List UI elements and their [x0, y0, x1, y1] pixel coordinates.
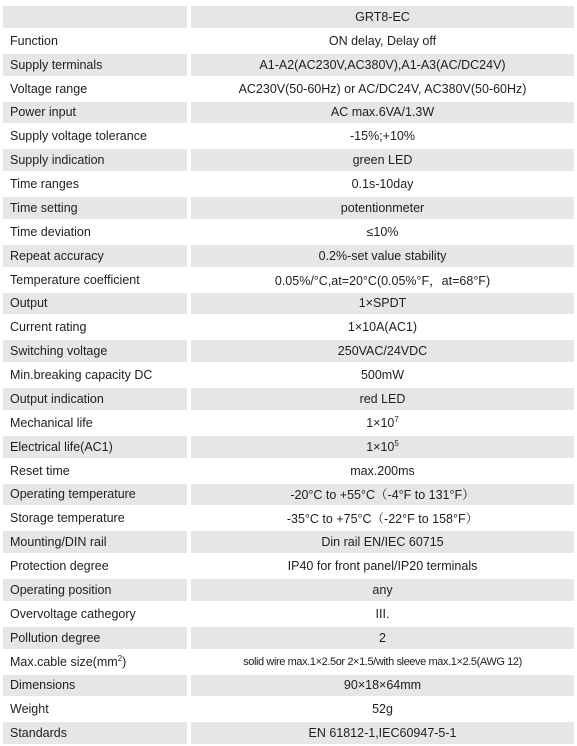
label-exponent: 2: [117, 653, 123, 663]
table-row: [3, 268, 574, 292]
row-value: potentionmeter: [189, 196, 574, 220]
table-header-row: [3, 6, 574, 29]
row-label: Weight: [3, 697, 189, 721]
row-value: 0.1s-10day: [189, 172, 574, 196]
value-exponent: 5: [394, 438, 399, 448]
row-label: Storage temperature: [3, 506, 189, 530]
label-suffix: ): [122, 654, 127, 669]
table-row: [3, 650, 574, 674]
specifications-table: [3, 6, 574, 746]
table-row: [3, 292, 574, 316]
value-base: 1×10: [366, 415, 395, 430]
row-value: red LED: [189, 387, 574, 411]
row-label: Operating position: [3, 578, 189, 602]
row-label: Overvoltage cathegory: [3, 602, 189, 626]
row-value: 0.2%-set value stability: [189, 244, 574, 268]
table-row: [3, 721, 574, 745]
row-value: solid wire max.1×2.5or 2×1.5/with sleeve max.1×2.5(AWG 12): [189, 650, 574, 674]
row-value: Din rail EN/IEC 60715: [189, 530, 574, 554]
table-row: [3, 124, 574, 148]
row-value: 500mW: [189, 363, 574, 387]
table-row: [3, 244, 574, 268]
row-value: AC max.6VA/1.3W: [189, 101, 574, 125]
table-row: [3, 530, 574, 554]
row-label: Min.breaking capacity DC: [3, 363, 189, 387]
table-row: [3, 53, 574, 77]
row-label: Output: [3, 292, 189, 316]
row-label: Output indication: [3, 387, 189, 411]
value-base: 1×10: [366, 439, 395, 454]
row-label: Mechanical life: [3, 411, 189, 435]
table-row: [3, 483, 574, 507]
row-label: Protection degree: [3, 554, 189, 578]
row-label: Reset time: [3, 459, 189, 483]
row-label: Power input: [3, 101, 189, 125]
table-row: [3, 506, 574, 530]
row-label: Dimensions: [3, 674, 189, 698]
row-label: [3, 650, 189, 674]
row-label: Function: [3, 29, 189, 53]
row-label: Electrical life(AC1): [3, 435, 189, 459]
row-value: AC230V(50-60Hz) or AC/DC24V, AC380V(50-60Hz): [189, 77, 574, 101]
row-label: Switching voltage: [3, 339, 189, 363]
table-row: [3, 411, 574, 435]
row-value: 0.05%/°C,at=20°C(0.05%°F，at=68°F): [189, 268, 574, 292]
row-label: Current rating: [3, 315, 189, 339]
table-row: [3, 387, 574, 411]
row-label: Temperature coefficient: [3, 268, 189, 292]
header-label-cell: [3, 6, 189, 29]
row-value: A1-A2(AC230V,AC380V),A1-A3(AC/DC24V): [189, 53, 574, 77]
table-row: [3, 602, 574, 626]
row-label: Supply terminals: [3, 53, 189, 77]
row-label: Voltage range: [3, 77, 189, 101]
row-value: [189, 411, 574, 435]
row-value: 90×18×64mm: [189, 674, 574, 698]
row-value: -20°C to +55°C（-4°F to 131°F）: [189, 483, 574, 507]
table-row: [3, 315, 574, 339]
table-row: [3, 578, 574, 602]
row-label: Mounting/DIN rail: [3, 530, 189, 554]
row-value: max.200ms: [189, 459, 574, 483]
row-label: Time ranges: [3, 172, 189, 196]
table-row: [3, 196, 574, 220]
row-label: Standards: [3, 721, 189, 745]
row-value: III.: [189, 602, 574, 626]
value-exponent: 7: [394, 414, 399, 424]
table-row: [3, 554, 574, 578]
row-value: ≤10%: [189, 220, 574, 244]
row-value: green LED: [189, 148, 574, 172]
table-row: [3, 172, 574, 196]
table-row: [3, 626, 574, 650]
row-value: 2: [189, 626, 574, 650]
row-label: Supply indication: [3, 148, 189, 172]
row-value: any: [189, 578, 574, 602]
table-row: [3, 435, 574, 459]
row-label: Supply voltage tolerance: [3, 124, 189, 148]
row-value: 1×SPDT: [189, 292, 574, 316]
row-value: 250VAC/24VDC: [189, 339, 574, 363]
table-row: [3, 697, 574, 721]
row-value: [189, 435, 574, 459]
row-label: Time deviation: [3, 220, 189, 244]
table-row: [3, 459, 574, 483]
row-value: IP40 for front panel/IP20 terminals: [189, 554, 574, 578]
row-value: -35°C to +75°C（-22°F to 158°F）: [189, 506, 574, 530]
table-row: [3, 148, 574, 172]
table-row: [3, 220, 574, 244]
row-value: 52g: [189, 697, 574, 721]
row-label: Operating temperature: [3, 483, 189, 507]
label-base: Max.cable size(mm: [10, 654, 118, 669]
row-label: Repeat accuracy: [3, 244, 189, 268]
table-row: [3, 77, 574, 101]
model-name: GRT8-EC: [189, 6, 574, 29]
table-row: [3, 339, 574, 363]
table-row: [3, 363, 574, 387]
table-row: [3, 674, 574, 698]
table-row: [3, 101, 574, 125]
row-value: EN 61812-1,IEC60947-5-1: [189, 721, 574, 745]
row-value: -15%;+10%: [189, 124, 574, 148]
row-value: ON delay, Delay off: [189, 29, 574, 53]
table-row: [3, 29, 574, 53]
row-label: Pollution degree: [3, 626, 189, 650]
row-value: 1×10A(AC1): [189, 315, 574, 339]
row-label: Time setting: [3, 196, 189, 220]
